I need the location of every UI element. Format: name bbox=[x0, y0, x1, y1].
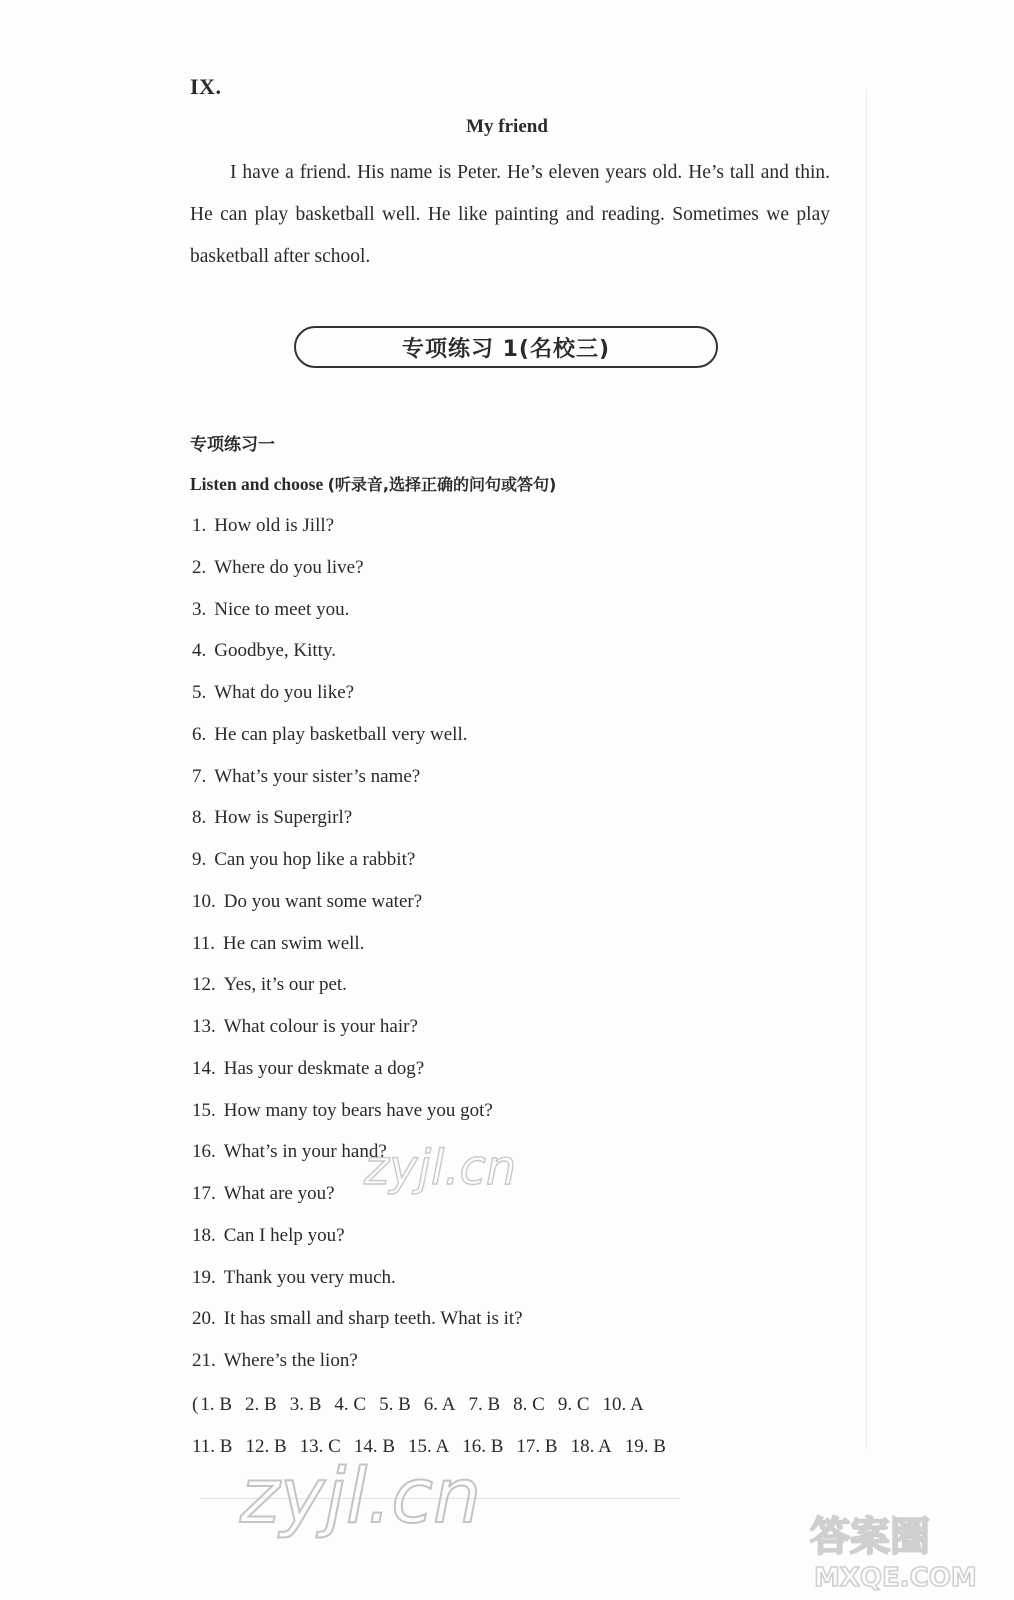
answer-entry: 13. C bbox=[299, 1436, 341, 1457]
question-item bbox=[192, 549, 523, 591]
question-number: 12. bbox=[192, 974, 216, 996]
answer-entry: 8. C bbox=[513, 1394, 545, 1415]
answer-entry: 5. B bbox=[379, 1394, 411, 1415]
question-item bbox=[192, 799, 523, 841]
question-text: He can swim well. bbox=[223, 932, 365, 954]
question-number: 6. bbox=[192, 723, 207, 745]
question-number: 5. bbox=[192, 682, 207, 703]
question-item bbox=[192, 966, 523, 1008]
answer-entry: 7. B bbox=[468, 1394, 501, 1415]
question-text: What do you like? bbox=[214, 682, 355, 703]
answer-entry: 4. C bbox=[334, 1394, 367, 1415]
answer-entry: 16. B bbox=[462, 1436, 504, 1457]
answer-entry: 19. B bbox=[624, 1436, 666, 1457]
answer-entry: 14. B bbox=[353, 1436, 396, 1457]
question-number: 17. bbox=[192, 1183, 216, 1204]
question-item bbox=[192, 758, 523, 800]
answer-entry: 3. B bbox=[289, 1394, 322, 1415]
question-item bbox=[192, 1008, 523, 1050]
banner-title: 专项练习 1(名校三) bbox=[401, 336, 611, 362]
question-number: 3. bbox=[192, 598, 207, 620]
question-text: Has your deskmate a dog? bbox=[223, 1057, 425, 1079]
zyjl-watermark-mid bbox=[360, 1128, 517, 1198]
mxqe-corner-logo bbox=[800, 1500, 990, 1596]
question-number: 21. bbox=[192, 1350, 216, 1371]
question-text: Yes, it’s our pet. bbox=[223, 974, 347, 996]
question-item bbox=[192, 1300, 523, 1342]
corner-logo-top-text: 答案圈 bbox=[810, 1514, 930, 1560]
question-item bbox=[192, 1092, 523, 1134]
question-item bbox=[192, 841, 523, 883]
answer-row-1 bbox=[192, 1384, 679, 1426]
question-item bbox=[192, 507, 523, 549]
answer-entry: 12. B bbox=[245, 1436, 287, 1457]
question-text: How old is Jill? bbox=[214, 515, 335, 536]
zyjl-watermark-low-text: zyjl.cn bbox=[240, 1451, 482, 1540]
answer-entry: 1. B bbox=[200, 1394, 233, 1415]
question-text: Nice to meet you. bbox=[214, 598, 350, 620]
answer-entry: 9. C bbox=[557, 1394, 590, 1415]
question-item bbox=[192, 1217, 523, 1259]
question-text: Do you want some water? bbox=[223, 890, 423, 912]
question-number: 1. bbox=[192, 515, 207, 536]
question-number: 10. bbox=[192, 890, 216, 912]
question-number: 13. bbox=[192, 1016, 216, 1037]
question-item bbox=[192, 716, 523, 758]
question-item bbox=[192, 591, 523, 633]
question-text: How many toy bears have you got? bbox=[223, 1099, 493, 1121]
question-number: 16. bbox=[192, 1141, 216, 1163]
question-number: 18. bbox=[192, 1224, 216, 1246]
answer-entry: 11. B bbox=[192, 1436, 233, 1457]
question-number: 15. bbox=[192, 1099, 216, 1121]
question-item bbox=[192, 1259, 523, 1301]
question-text: Thank you very much. bbox=[223, 1266, 396, 1288]
essay-title: My friend bbox=[466, 116, 548, 137]
instruction-chinese: (听录音,选择正确的问句或答句) bbox=[327, 475, 557, 494]
question-text: What’s your sister’s name? bbox=[214, 765, 421, 787]
question-item bbox=[192, 1050, 523, 1092]
question-number: 20. bbox=[192, 1308, 216, 1330]
question-number: 8. bbox=[192, 807, 207, 829]
question-item bbox=[192, 674, 523, 716]
question-text: It has small and sharp teeth. What is it? bbox=[223, 1308, 523, 1330]
question-text: What’s in your hand? bbox=[223, 1141, 387, 1163]
answer-entry: 18. A bbox=[570, 1436, 612, 1457]
corner-logo-bottom-text: MXQE.COM bbox=[814, 1563, 977, 1593]
answer-entry: 2. B bbox=[245, 1394, 277, 1415]
question-text: He can play basketball very well. bbox=[214, 723, 468, 745]
question-item bbox=[192, 883, 523, 925]
question-number: 9. bbox=[192, 849, 207, 870]
zyjl-watermark-low bbox=[236, 1440, 486, 1540]
question-text: Where do you live? bbox=[214, 556, 364, 578]
answer-open-paren: ( bbox=[192, 1394, 199, 1415]
question-text: Can you hop like a rabbit? bbox=[214, 849, 416, 870]
question-item bbox=[192, 925, 523, 967]
question-number: 2. bbox=[192, 556, 207, 578]
question-text: How is Supergirl? bbox=[214, 807, 353, 829]
exercise-instruction bbox=[190, 472, 556, 495]
page-edge-line bbox=[866, 90, 867, 1450]
question-number: 7. bbox=[192, 765, 207, 787]
question-number: 14. bbox=[192, 1057, 216, 1079]
exercise-heading: 专项练习一 bbox=[190, 435, 275, 455]
instruction-english: Listen and choose bbox=[190, 474, 324, 494]
question-number: 4. bbox=[192, 640, 207, 662]
section-label: IX. bbox=[190, 74, 222, 99]
section-banner bbox=[294, 326, 718, 368]
question-text: Where’s the lion? bbox=[223, 1350, 358, 1371]
question-list bbox=[192, 507, 523, 1384]
question-text: What are you? bbox=[223, 1183, 335, 1204]
answer-entry: 15. A bbox=[408, 1436, 450, 1457]
answer-entry: 17. B bbox=[516, 1436, 558, 1457]
answer-entry: 10. A bbox=[602, 1394, 644, 1415]
question-item bbox=[192, 632, 523, 674]
question-number: 19. bbox=[192, 1266, 216, 1288]
question-item bbox=[192, 1342, 523, 1384]
essay-body: I have a friend. His name is Peter. He’s eleven years old. He’s tall and thin. He can play basketball well. He like painting and reading. Sometimes we play basketball after school. bbox=[190, 162, 830, 267]
question-text: Goodbye, Kitty. bbox=[214, 640, 336, 662]
answer-entry: 6. A bbox=[423, 1394, 456, 1415]
question-text: What colour is your hair? bbox=[223, 1016, 418, 1037]
zyjl-watermark-mid-text: zyjl.cn bbox=[364, 1140, 517, 1196]
question-text: Can I help you? bbox=[223, 1224, 345, 1246]
question-number: 11. bbox=[192, 932, 216, 954]
